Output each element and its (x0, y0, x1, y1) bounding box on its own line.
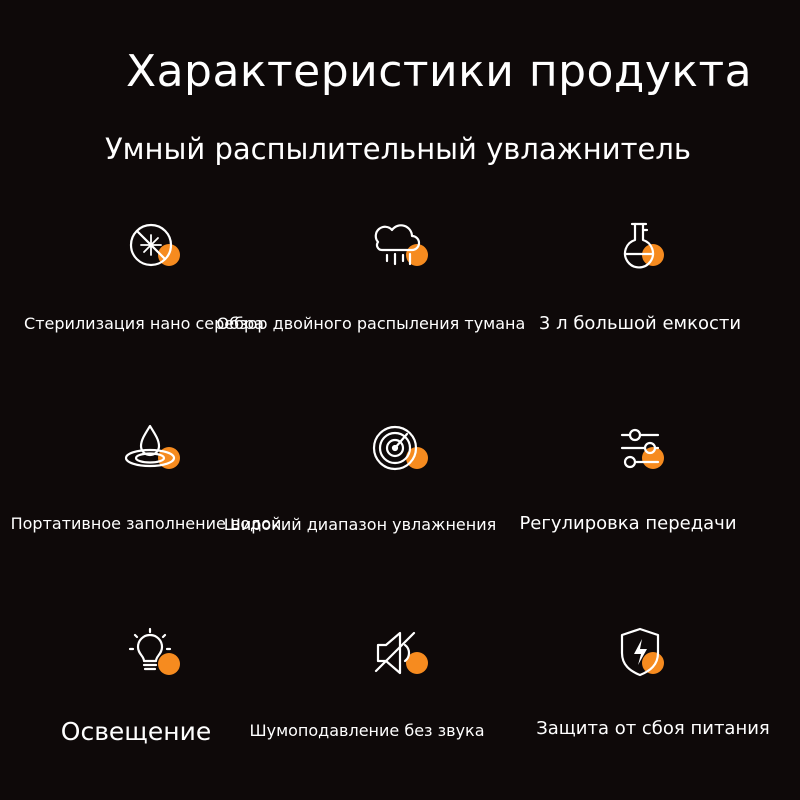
feature-label: 3 л большой емкости (538, 313, 742, 334)
mist-cloud-icon (368, 216, 428, 276)
flask-icon (610, 218, 670, 278)
no-bacteria-icon (121, 217, 181, 277)
light-bulb-icon (120, 623, 180, 683)
feature-label: Регулировка передачи (519, 513, 737, 534)
feature-label: Обзор двойного распыления тумана (216, 314, 526, 333)
feature-label: Портативное заполнение водой (10, 514, 282, 533)
page-title: Характеристики продукта (125, 46, 753, 97)
water-drop-icon (120, 420, 180, 480)
feature-label: Стерилизация нано серебра (24, 314, 264, 333)
page-subtitle: Умный распылительный увлажнитель (105, 132, 691, 166)
feature-label: Освещение (60, 717, 212, 746)
sliders-icon (610, 420, 670, 480)
feature-label: Широкий диапазон увлажнения (223, 515, 497, 534)
feature-label: Защита от сбоя питания (536, 718, 770, 739)
feature-label: Шумоподавление без звука (249, 721, 485, 740)
radar-icon (367, 420, 427, 480)
power-shield-icon (610, 623, 670, 683)
mute-speaker-icon (368, 625, 428, 685)
